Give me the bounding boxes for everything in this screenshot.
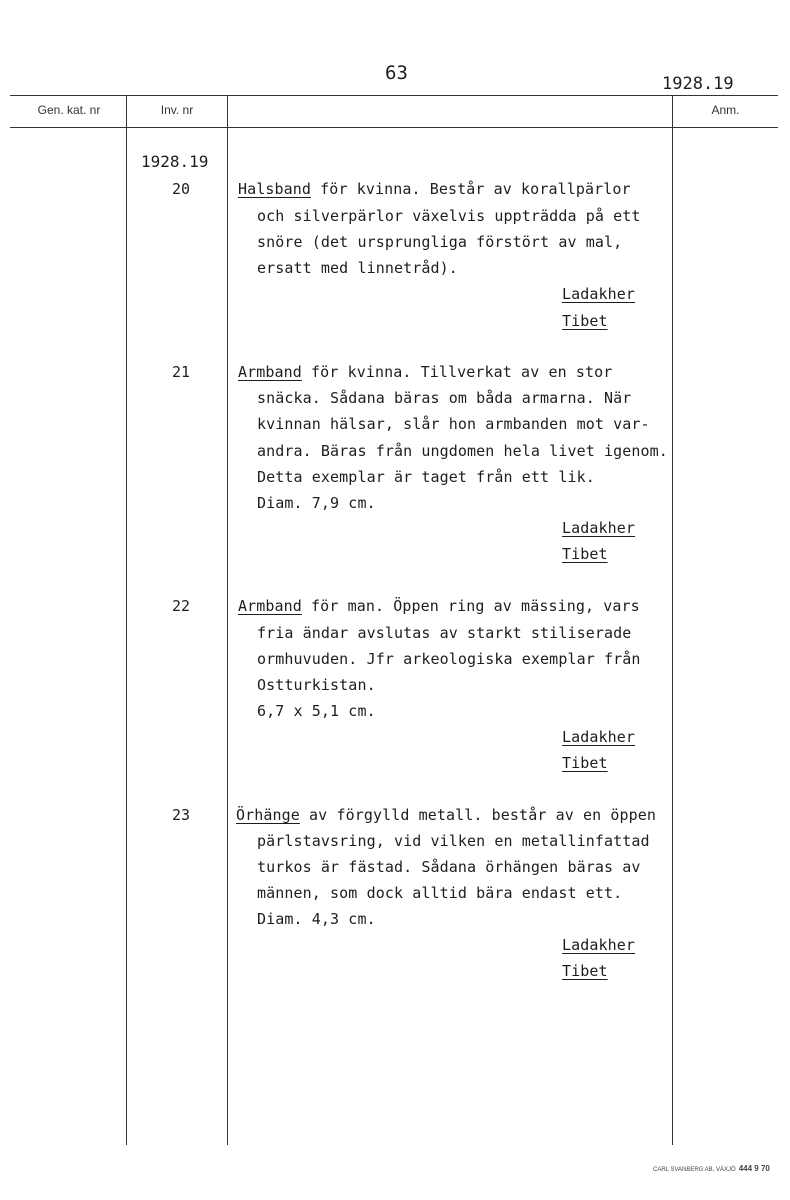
entry-title: Örhänge: [236, 806, 300, 824]
entry-text-line: kvinnan hälsar, slår hon armbanden mot var-: [257, 415, 650, 433]
printer-name: CARL SVANBERG AB, VÄXJÖ: [653, 1167, 736, 1173]
entry-place-people: Ladakher: [562, 519, 636, 537]
entry-lead-line: [236, 806, 656, 824]
entry-text-line: fria ändar avslutas av starkt stiliserade: [257, 624, 632, 642]
entry-place-region: Tibet: [562, 754, 608, 772]
column-divider-1: [126, 95, 127, 1145]
column-header-anm: Anm.: [711, 103, 740, 117]
entry-lead-text: för kvinna. Består av korallpärlor: [311, 180, 631, 198]
entry-place-region: Tibet: [562, 545, 608, 563]
catalog-series-header: 1928.19: [662, 74, 734, 94]
entry-text-line: 6,7 x 5,1 cm.: [257, 702, 376, 720]
printer-code: 444 9 70: [738, 1164, 770, 1173]
entry-text-line: snöre (det ursprungliga förstört av mal,: [257, 233, 623, 251]
inventory-number: 23: [172, 806, 191, 824]
entry-place-people: Ladakher: [562, 936, 636, 954]
entry-text-line: Detta exemplar är taget från ett lik.: [257, 468, 595, 486]
entry-text-line: andra. Bäras från ungdomen hela livet igenom.: [257, 442, 668, 460]
column-header-inv-nr: Inv. nr: [160, 103, 194, 117]
entry-place-region: Tibet: [562, 312, 608, 330]
entry-lead-line: [238, 180, 631, 198]
entry-text-line: och silverpärlor växelvis uppträdda på ett: [257, 207, 641, 225]
inventory-number: 22: [172, 597, 191, 615]
entry-text-line: Diam. 7,9 cm.: [257, 494, 376, 512]
inventory-number: 21: [172, 363, 191, 381]
entry-lead-text: för kvinna. Tillverkat av en stor: [301, 363, 613, 381]
entry-place-people: Ladakher: [562, 728, 636, 746]
series-label: 1928.19: [141, 152, 209, 171]
entry-text-line: Ostturkistan.: [257, 676, 376, 694]
page-number: 63: [385, 62, 408, 84]
entry-text-line: Diam. 4,3 cm.: [257, 910, 376, 928]
entry-lead-text: för man. Öppen ring av mässing, vars: [301, 597, 640, 615]
entry-place-region: Tibet: [562, 962, 608, 980]
inventory-number: 20: [172, 180, 191, 198]
column-header-gen-kat-nr: Gen. kat. nr: [37, 103, 101, 117]
entry-text-line: turkos är fästad. Sådana örhängen bäras av: [257, 858, 641, 876]
entry-lead-line: [238, 597, 640, 615]
entry-place-people: Ladakher: [562, 285, 636, 303]
entry-title: Armband: [238, 597, 302, 615]
entry-text-line: ersatt med linnetråd).: [257, 259, 458, 277]
entry-lead-line: [238, 363, 612, 381]
entry-title: Armband: [238, 363, 302, 381]
entry-text-line: ormhuvuden. Jfr arkeologiska exemplar från: [257, 650, 641, 668]
entry-text-line: pärlstavsring, vid vilken en metallinfattad: [257, 832, 650, 850]
entry-lead-text: av förgylld metall. består av en öppen: [299, 806, 657, 824]
entry-text-line: männen, som dock alltid bära endast ett.: [257, 884, 623, 902]
entry-text-line: snäcka. Sådana bäras om båda armarna. När: [257, 389, 632, 407]
column-divider-3: [672, 95, 673, 1145]
printer-imprint: [653, 1164, 770, 1173]
column-divider-2: [227, 95, 228, 1145]
entry-title: Halsband: [238, 180, 312, 198]
